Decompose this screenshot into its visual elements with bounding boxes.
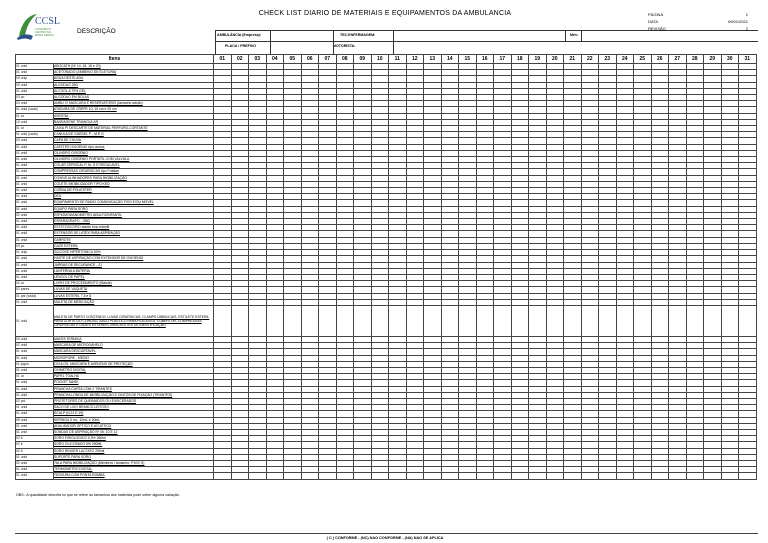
logo-text: CCSL (35, 16, 61, 27)
day-header: 14 (441, 55, 459, 64)
check-cell[interactable] (494, 473, 512, 479)
item-quantity: 01 unid (16, 274, 54, 280)
item-name: CANULA DE GUEDEL P - M E G (54, 132, 214, 138)
item-name: DEA (54, 194, 214, 200)
check-cell[interactable] (651, 473, 669, 479)
item-quantity: 03 unip (16, 76, 54, 82)
item-name: PAPEL TOALHA (54, 374, 214, 380)
item-name: PRANCHA CURTA COM 2 TIRANTES (54, 386, 214, 392)
item-quantity: 02 fr (16, 448, 54, 454)
check-cell[interactable] (564, 473, 582, 479)
day-header: 29 (704, 55, 722, 64)
svg-text:MINAS GERAIS: MINAS GERAIS (35, 34, 54, 37)
item-name: ALGODAO 25G (54, 82, 214, 88)
svg-text:CONSÓRCIO: CONSÓRCIO (35, 28, 51, 31)
check-cell[interactable] (581, 473, 599, 479)
item-name: CAIXA P/ DESCARTE DE MATERIAL PERFURO-CORTANTE (54, 126, 214, 132)
check-cell[interactable] (371, 305, 389, 336)
check-cell[interactable] (231, 305, 249, 336)
item-name: POCKET MASK (54, 380, 214, 386)
table-row (16, 305, 757, 336)
item-name: SORO FISIOLOGICO 0,9% 250ml (54, 436, 214, 442)
legend-footer: ( C ) CONFORME - (NC) NAO CONFORME - (NA) NAO SE APLICA (326, 536, 444, 540)
item-name: TERMOMETRO DIGITAL (54, 467, 214, 473)
item-quantity: 02 pct (16, 398, 54, 404)
check-cell[interactable] (529, 473, 547, 479)
date-label: DATA (648, 19, 659, 24)
check-cell[interactable] (284, 473, 302, 479)
item-quantity: 10 unid (16, 119, 54, 125)
check-cell[interactable] (511, 305, 529, 336)
check-cell[interactable] (739, 305, 757, 336)
svg-text:CENTRO SUL: CENTRO SUL (35, 31, 52, 34)
item-quantity: 01 unid (16, 64, 54, 70)
check-cell[interactable] (441, 305, 459, 336)
check-cell[interactable] (389, 473, 407, 479)
item-quantity: 01 unid (16, 355, 54, 361)
check-cell[interactable] (546, 473, 564, 479)
item-name: LENCOL DE PAPEL (54, 274, 214, 280)
header (15, 8, 758, 56)
check-cell[interactable] (704, 473, 722, 479)
item-name: TALA PARA IMOBILIZAÇÃO (Membros / tamanho: P,M E G) (54, 460, 214, 466)
item-quantity: 05 unid (16, 417, 54, 423)
item-name: ABOCATH (Nº 14, 16, 18 e 20) (54, 64, 214, 70)
item-name: MASCARA DE MICROGAHELO (54, 343, 214, 349)
item-name: PRANCHA LONGA DE IMOBILIZAÇÃO E CINTOS DE FIXAÇÃO (TIRANTES) (54, 392, 214, 398)
item-quantity: 01 unid (16, 405, 54, 411)
item-quantity: 03 unid (16, 138, 54, 144)
item-quantity: 02 cx (16, 281, 54, 287)
item-quantity: 01 unid (16, 380, 54, 386)
page-title: CHECK LIST DIARIO DE MATERIAIS E EQUIPAMENTOS DA AMBULANCIA (258, 10, 512, 17)
item-quantity: 01 jogos (16, 361, 54, 367)
item-quantity: 01 unid (16, 70, 54, 76)
item-quantity: 01 unid (16, 225, 54, 231)
day-header: 12 (406, 55, 424, 64)
item-name: AGUA DESTILADA (54, 76, 214, 82)
item-quantity: 01 unid (16, 163, 54, 169)
item-name: EXTENSOR DE LATEX PARA ASPIRAÇÃO (54, 231, 214, 237)
check-cell[interactable] (441, 473, 459, 479)
item-name: JARRAS DE SECURANCE - 2J (54, 262, 214, 268)
item-name: OCULOS, MASCARA E AVENTAIS DE PROTEÇÃO (54, 361, 214, 367)
check-cell[interactable] (389, 305, 407, 336)
item-name: ESFIGMOMANOMETRO ADULTO/INFANTIL (54, 212, 214, 218)
item-name: MALETA DE MEDICAÇÃO (54, 299, 214, 305)
item-name: OXIMETRO DIGITAL (54, 367, 214, 373)
check-cell[interactable] (564, 305, 582, 336)
check-cell[interactable] (669, 473, 687, 479)
day-header: 04 (266, 55, 284, 64)
description-label: DESCRIÇÃO (77, 28, 116, 35)
item-quantity: 01 unid (16, 188, 54, 194)
item-name: ACETONADO (AMBEKIO DE ELETURA) (54, 70, 214, 76)
item-quantity: 02 unid (16, 343, 54, 349)
page-value: 1 (745, 12, 748, 17)
item-quantity: 03 pc (16, 243, 54, 249)
table-row (16, 473, 757, 479)
item-quantity: 01 unid (16, 429, 54, 435)
check-cell[interactable] (634, 473, 652, 479)
day-header: 01 (214, 55, 232, 64)
day-header: 11 (389, 55, 407, 64)
check-cell[interactable] (739, 473, 757, 479)
item-name: ATADURA DE CREPE 10, 15 cm e 20 cm (54, 107, 214, 113)
item-name: COLAR CERVICAL P, M, G E REGULAVEL (54, 163, 214, 169)
ambulance-label: AMBULÂNCIA (Empresa): (217, 33, 261, 37)
day-header: 17 (494, 55, 512, 64)
day-header: 03 (249, 55, 267, 64)
observation-note: OBS.: A quantidade descrita no que se refere ao tamanhos dos materiais pode sofrer alguma variação. (16, 493, 180, 497)
item-name: MICROPORE - MEDIO (54, 355, 214, 361)
check-cell[interactable] (686, 473, 704, 479)
logo-icon (15, 10, 65, 42)
check-cell[interactable] (214, 473, 232, 479)
item-name: CILINDRO OXIGENIO PORTATIL COM VALVULA (54, 157, 214, 163)
day-header: 28 (686, 55, 704, 64)
item-quantity: 01 unid (16, 175, 54, 181)
check-cell[interactable] (406, 305, 424, 336)
day-header: 20 (546, 55, 564, 64)
table-header-row (16, 55, 757, 64)
check-cell[interactable] (354, 473, 372, 479)
item-quantity: 03 unid (16, 336, 54, 342)
check-cell[interactable] (599, 305, 617, 336)
item-quantity: 03 unid (16, 82, 54, 88)
item-name: GLICOSE HIPERTONICA 50% (54, 250, 214, 256)
check-cell[interactable] (599, 473, 617, 479)
item-quantity: 01 unid (16, 144, 54, 150)
item-name: BANDAGENS TRIANGULAR (54, 119, 214, 125)
day-header: 18 (511, 55, 529, 64)
checklist-table (15, 54, 757, 480)
day-header: 22 (581, 55, 599, 64)
item-name: ANALISADOR OPTICO E ACUSTICO (54, 423, 214, 429)
item-quantity: 01 unid (16, 237, 54, 243)
item-quantity: 01 unid (16, 169, 54, 175)
item-quantity: 01 unid (16, 386, 54, 392)
check-cell[interactable] (301, 305, 319, 336)
check-cell[interactable] (249, 473, 267, 479)
item-quantity: 02 fr (16, 442, 54, 448)
item-quantity: 01 unid (16, 150, 54, 156)
item-quantity: 01 unid (16, 473, 54, 479)
item-quantity: 01 unid (16, 194, 54, 200)
item-name: EQUIPAMENTO DE RADIO COMUNICAÇÃO FIXO E/OU MOVEL (54, 200, 214, 206)
check-cell[interactable] (476, 305, 494, 336)
day-header: 24 (616, 55, 634, 64)
item-quantity: 01 unip (16, 250, 54, 256)
item-name: COXINS ALINHADORES PARA IMOBILIZAÇÃO (54, 175, 214, 181)
item-quantity: 01 unid (16, 157, 54, 163)
revision-label: REVISÃO (648, 26, 666, 31)
item-quantity: 01 unid (16, 411, 54, 417)
item-quantity: 01 unid (16, 349, 54, 355)
item-name: GARROTE (54, 237, 214, 243)
check-cell[interactable] (721, 305, 739, 336)
item-name: PROTETORES DE QUEIMADOS OU EVISCERADOS (54, 398, 214, 404)
item-name: CATETER OXIGENIO tipo oculos (54, 144, 214, 150)
item-name: LANTERNA A BATERIA (54, 268, 214, 274)
item-quantity: 01 unid (16, 454, 54, 460)
day-header: 09 (354, 55, 372, 64)
item-quantity: 01 unid (16, 200, 54, 206)
check-cell[interactable] (721, 473, 739, 479)
driver-label: MOTORISTA: (333, 44, 356, 48)
item-name: LUVAS DE VAQUETA (54, 287, 214, 293)
day-header: 06 (301, 55, 319, 64)
item-quantity: 01 unid (16, 423, 54, 429)
day-header: 05 (284, 55, 302, 64)
check-cell[interactable] (476, 473, 494, 479)
item-quantity: 02 unid (16, 460, 54, 466)
item-name: ALGODAO EM BOLAS (54, 95, 214, 101)
item-name: SERINGA 5 mL, 10mL e 20mL (54, 417, 214, 423)
day-header: 23 (599, 55, 617, 64)
item-quantity: 01 unid (16, 256, 54, 262)
check-cell[interactable] (494, 305, 512, 336)
check-cell[interactable] (529, 305, 547, 336)
item-quantity: 01 unid (16, 206, 54, 212)
item-name: MALETA DE PARTO CONTENDO: LUVAS CIRURGICAS; CLAMPS UMBILICAIS, ESTILETE ESTERIL PARA CORTE DO CORDÃO, SACO PLASTICO PARA PLACENTA, COBERTOR, COMPRESSAS CIRURGICAS E GAZES ESTÉREIS, BRACELETES DE IDENTIFICAÇÃO (54, 305, 214, 336)
item-name: SCALP (N 21 E 19) (54, 411, 214, 417)
day-header: 16 (476, 55, 494, 64)
check-cell[interactable] (424, 473, 442, 479)
item-name: CORDA DE POLIESTER (54, 188, 214, 194)
item-quantity: 01 unid (16, 88, 54, 94)
item-name: ALCOOL A 70% GEL (54, 88, 214, 94)
item-name: CAPA DE CHUVA (54, 138, 214, 144)
check-cell[interactable] (424, 305, 442, 336)
day-header: 15 (459, 55, 477, 64)
check-cell[interactable] (546, 305, 564, 336)
item-quantity: 03 unid (16, 101, 54, 107)
check-cell[interactable] (266, 305, 284, 336)
item-name: CILINDRO OXIGENIO (54, 150, 214, 156)
item-quantity: 01 cx (16, 113, 54, 119)
revision-value: 2 (745, 26, 748, 31)
item-quantity: 03 pc (16, 95, 54, 101)
check-cell[interactable] (406, 473, 424, 479)
item-name: LUVAS ESTERIL 7,5 e 8 (54, 293, 214, 299)
check-cell[interactable] (336, 305, 354, 336)
item-quantity: 02 fr (16, 436, 54, 442)
check-cell[interactable] (651, 305, 669, 336)
check-cell[interactable] (511, 473, 529, 479)
check-cell[interactable] (231, 473, 249, 479)
day-header: 27 (669, 55, 687, 64)
item-quantity: 01 unid (16, 231, 54, 237)
item-quantity: 01 unid (16, 305, 54, 336)
day-header: 25 (634, 55, 652, 64)
check-cell[interactable] (669, 305, 687, 336)
day-header: 19 (529, 55, 547, 64)
day-header: 07 (319, 55, 337, 64)
check-cell[interactable] (336, 473, 354, 479)
item-quantity: 01 unid (16, 181, 54, 187)
day-header: 31 (739, 55, 757, 64)
item-quantity: 02 pares (16, 287, 54, 293)
item-name: HASTE DE ASPIRAÇÃO COM EXTENSOR DE OXIGENIO (54, 256, 214, 262)
document-meta (648, 11, 748, 32)
item-name: ESTETOSCOPIO adulto e/ou infantil (54, 225, 214, 231)
item-name: ESPARADRAPO - GBD (54, 219, 214, 225)
check-cell[interactable] (249, 305, 267, 336)
day-header: 26 (651, 55, 669, 64)
item-quantity: 01 unid (16, 367, 54, 373)
check-cell[interactable] (319, 305, 337, 336)
item-quantity: 01 unid (16, 467, 54, 473)
items-header: Itens (16, 55, 214, 64)
check-cell[interactable] (284, 305, 302, 336)
item-quantity: 01 unid (cada) (16, 107, 54, 113)
day-header: 21 (564, 55, 582, 64)
check-cell[interactable] (616, 473, 634, 479)
check-cell[interactable] (459, 473, 477, 479)
item-name: SORO GLICOSADO 5% 250ML (54, 442, 214, 448)
item-name: COLETE IMOBILIZADOR TIPO KED (54, 181, 214, 187)
item-quantity: 01 unid (16, 219, 54, 225)
item-name: COMPRESSAS CIRURGICAS tipo Fraldas (54, 169, 214, 175)
item-quantity: 01 cx (16, 126, 54, 132)
check-cell[interactable] (581, 305, 599, 336)
check-cell[interactable] (616, 305, 634, 336)
check-cell[interactable] (686, 305, 704, 336)
day-header: 30 (721, 55, 739, 64)
item-quantity: 01 cx (16, 374, 54, 380)
item-name: TESOURA COM PONTA ROMBA (54, 473, 214, 479)
month-label: Mês: (570, 33, 579, 37)
check-cell[interactable] (266, 473, 284, 479)
item-name: MANTA TERMICA (54, 336, 214, 342)
nurse-label: TEC.ENFERMAGEM: (340, 33, 376, 37)
item-quantity: 01 unid (16, 262, 54, 268)
check-cell[interactable] (301, 473, 319, 479)
check-cell[interactable] (319, 473, 337, 479)
item-quantity: 01 unid (16, 392, 54, 398)
item-quantity: 01 par (cada) (16, 293, 54, 299)
item-name: AMBU C/ MASCARA E RESERVATORIO (tamanho adulto) (54, 101, 214, 107)
page-label: PÁGINA (648, 12, 664, 17)
item-quantity: 01 unid (cada) (16, 132, 54, 138)
item-name: GAZE ESTERIL (54, 243, 214, 249)
day-header: 13 (424, 55, 442, 64)
item-name: EQUIPO PARA SORO (54, 206, 214, 212)
date-value: 09/01/2021 (727, 19, 748, 24)
item-name: SACO DE LIXO BRANCO LEITOSO (54, 405, 214, 411)
check-cell[interactable] (704, 305, 722, 336)
day-header: 02 (231, 55, 249, 64)
item-name: LIVRO DE PROCEDIMENTO (Malote) (54, 281, 214, 287)
check-cell[interactable] (354, 305, 372, 336)
day-header: 10 (371, 55, 389, 64)
item-quantity: 01 unid (16, 268, 54, 274)
item-name: SUPORTE PARA SORO (54, 454, 214, 460)
plate-label: PLACA / PREFIXO (225, 44, 257, 48)
item-name: AVENTAL (54, 113, 214, 119)
item-name: MASCARA DESCARTAVEL (54, 349, 214, 355)
check-cell[interactable] (214, 305, 232, 336)
check-cell[interactable] (459, 305, 477, 336)
check-cell[interactable] (634, 305, 652, 336)
day-header: 08 (336, 55, 354, 64)
item-name: SORO RINGER LACTATO 250ml (54, 448, 214, 454)
item-quantity: 01 unid (16, 299, 54, 305)
item-quantity: 02 unid (16, 212, 54, 218)
item-name: SONDAS DE ASPIRAÇÃO Nº 06, 10 E 12 (54, 429, 214, 435)
check-cell[interactable] (371, 473, 389, 479)
